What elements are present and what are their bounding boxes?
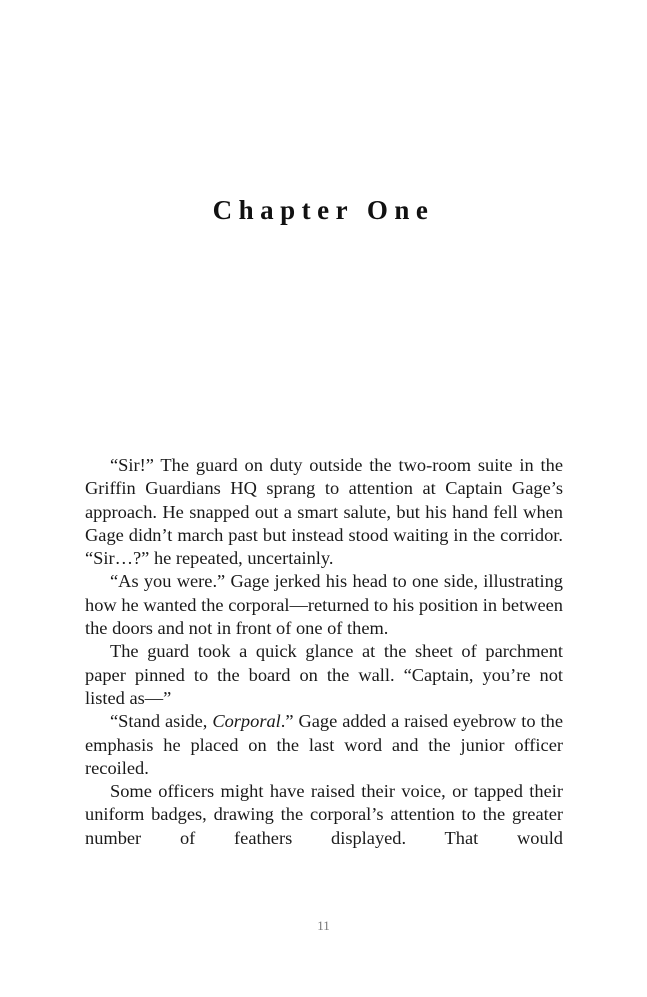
paragraph: “Sir!” The guard on duty outside the two-room suite in the Griffin Guardians HQ sprang to attention at Captain Gage’s approach. He snapped out a smart salute, but his hand fell when Gage didn’t march past but instead stood waiting in the corridor. “Sir…?” he repeated, uncertainly.: [85, 455, 563, 569]
paragraph: “As you were.” Gage jerked his head to one side, illustrating how he wanted the corporal—returned to his position in between the doors and not in front of one of them.: [85, 571, 563, 639]
chapter-title: Chapter One: [212, 195, 435, 225]
page-number: 11: [317, 918, 330, 933]
paragraph-text: .” Gage added a raised eyebrow to the emphasis he placed on the last word and the junior officer recoiled.: [85, 711, 563, 778]
emphasis-text: Corporal: [212, 711, 281, 732]
paragraph: Some officers might have raised their voice, or tapped their uniform badges, drawing the corporal’s attention to the greater number of feathers displayed. That would: [85, 781, 563, 848]
paragraph-text: “Stand aside,: [110, 711, 213, 732]
paragraph: The guard took a quick glance at the sheet of parchment paper pinned to the board on the wall. “Captain, you’re not listed as—”: [85, 641, 563, 708]
chapter-body: [85, 454, 563, 850]
paragraph: [85, 710, 563, 780]
